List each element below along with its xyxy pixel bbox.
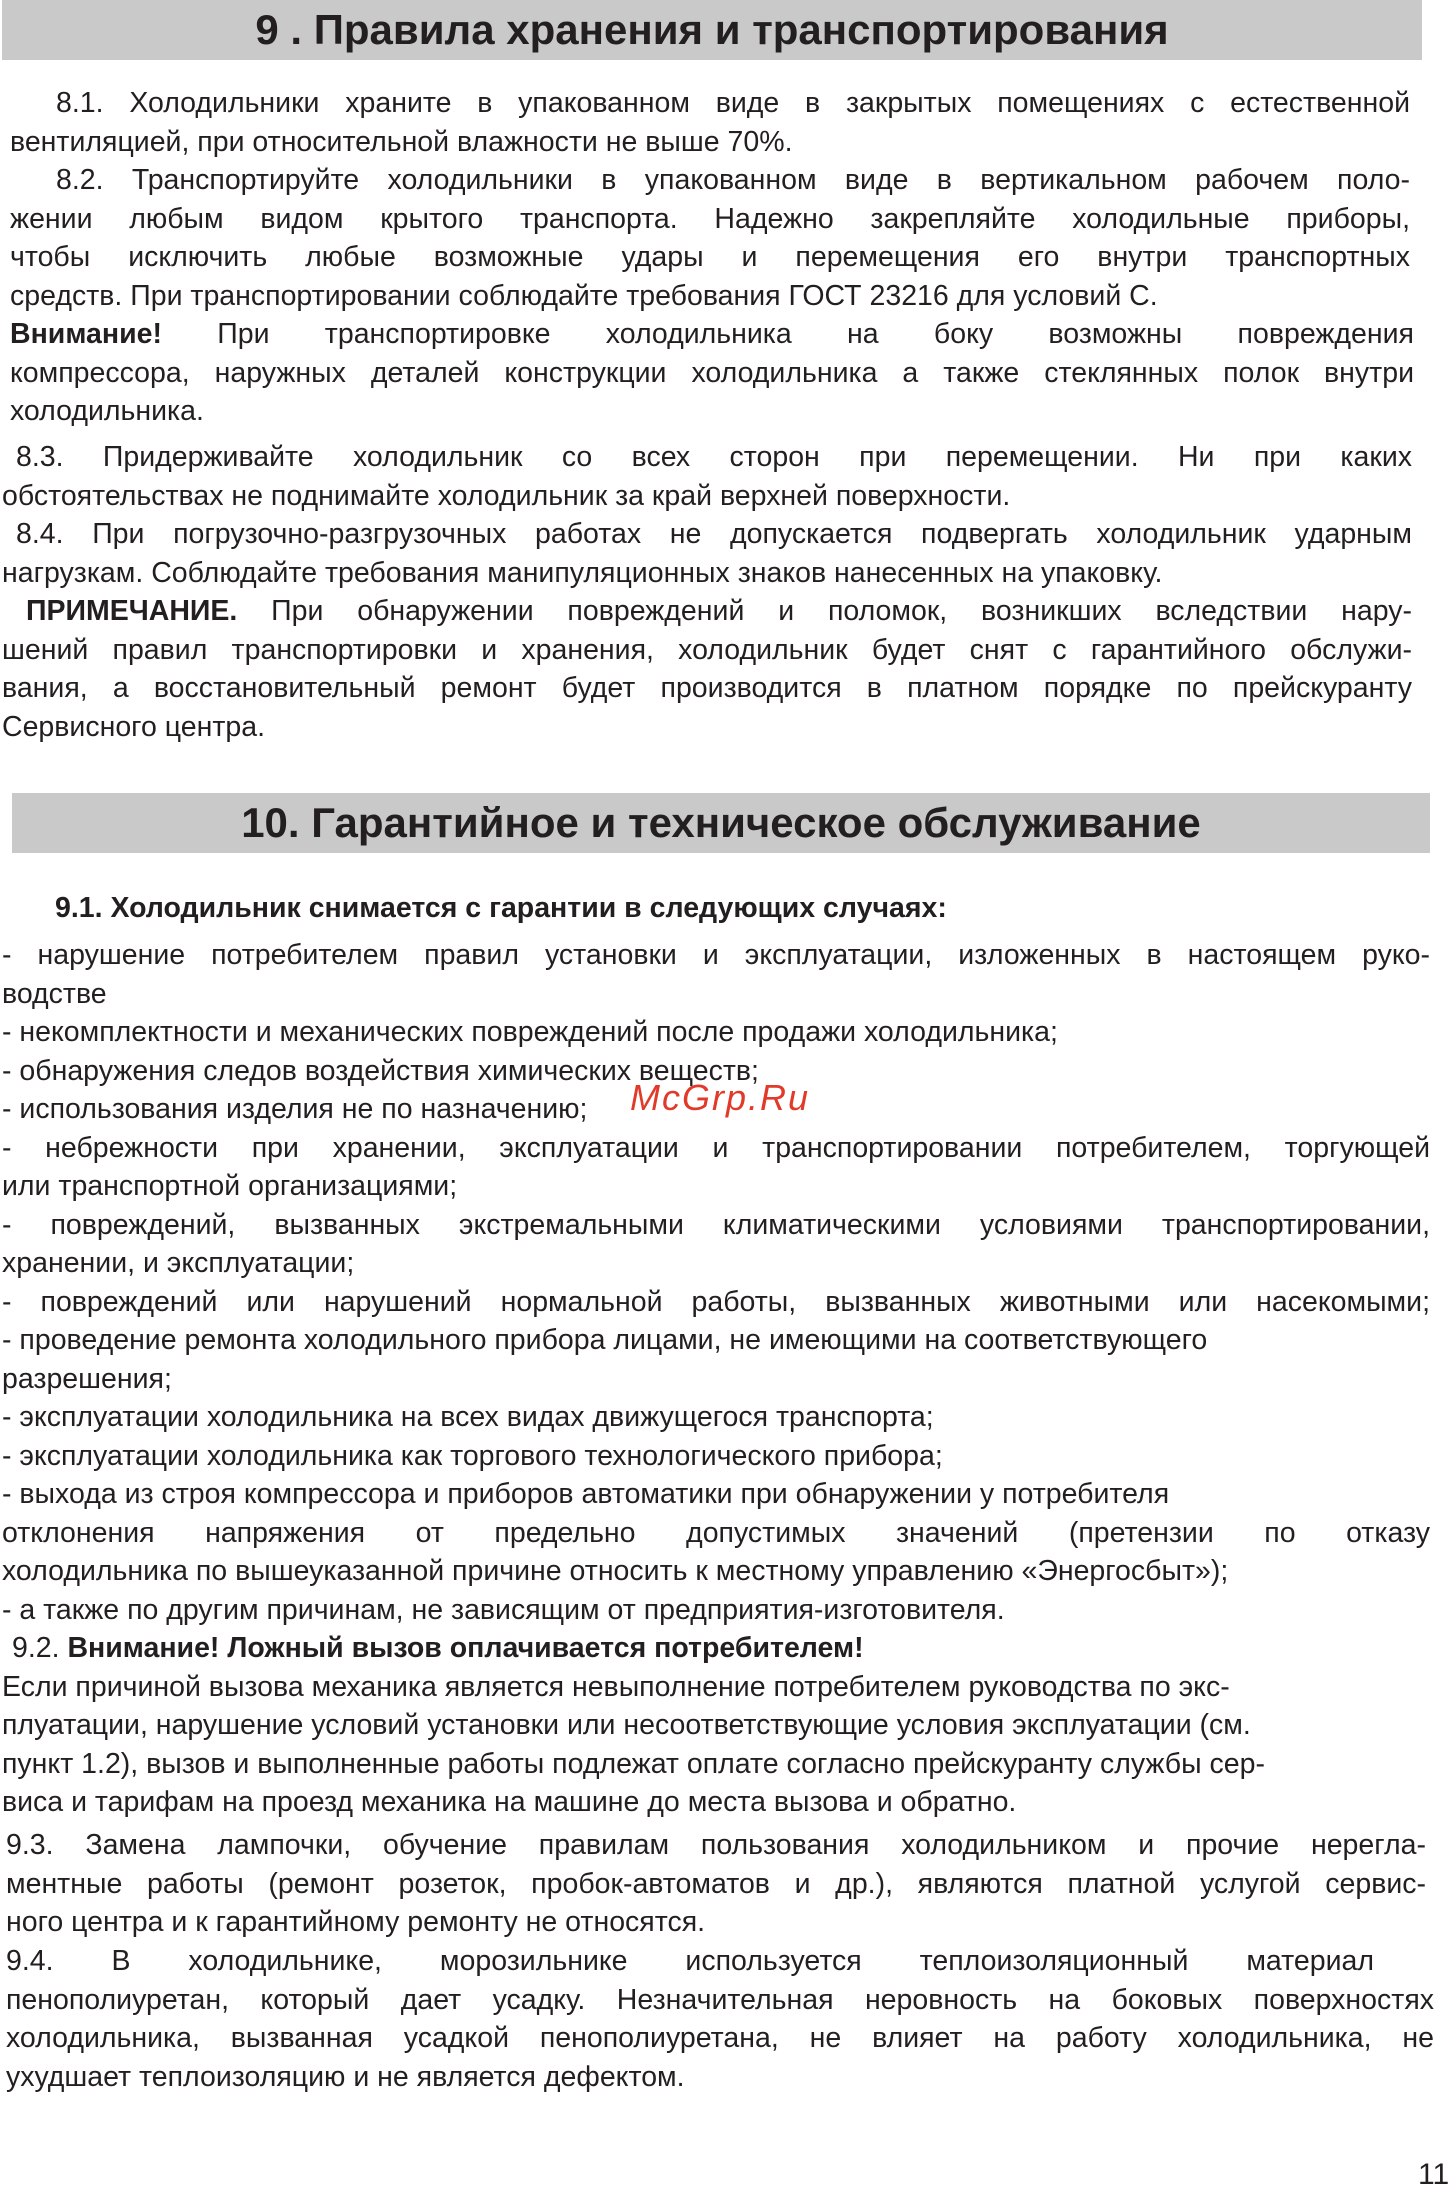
list-item: - небрежности при хранении, эксплуатации и транспортировании потребителем, торгующей [2, 1131, 1430, 1164]
list-item: - некомплектности и механических повреждений после продажи холодильника; [2, 1016, 1058, 1048]
section-10-heading [12, 793, 1430, 853]
attention-label: Внимание! [10, 318, 162, 350]
paragraph-line: ментные работы (ремонт розеток, пробок-автоматов и др.), являются платной услугой сервис- [6, 1867, 1426, 1900]
paragraph-line: вентиляцией, при относительной влажности не выше 70%. [10, 125, 793, 158]
warranty-exclusions-list [2, 936, 1430, 1629]
paragraph-line: 9.4. В холодильнике, морозильнике используется теплоизоляционный материал [6, 1945, 1374, 1977]
paragraph-line: 8.2. Транспортируйте холодильники в упакованном виде в вертикальном рабочем поло- [56, 164, 1410, 196]
list-item: - выхода из строя компрессора и приборов автоматики при обнаружении у потребителя [2, 1478, 1170, 1510]
attention-paragraph [10, 315, 1414, 431]
paragraph-line: холодильника. [10, 395, 204, 427]
page-number: 11 [1418, 2158, 1450, 2191]
paragraph-line: виса и тарифам на проезд механика на машине до места вызова и обратно. [2, 1786, 1017, 1818]
list-item: - эксплуатации холодильника на всех видах движущегося транспорта; [2, 1401, 934, 1433]
paragraph-line: Сервисного центра. [2, 710, 265, 743]
paragraph-9-1-title [55, 889, 1355, 928]
paragraph-line: 9.2. Внимание! Ложный вызов оплачивается потребителем! [12, 1632, 864, 1664]
list-item: хранении, и эксплуатации; [2, 1247, 355, 1279]
list-item: холодильника по вышеуказанной причине относить к местному управлению «Энергосбыт»); [2, 1555, 1229, 1587]
paragraph-line: чтобы исключить любые возможные удары и перемещения его внутри транспортных [10, 241, 1410, 273]
list-item: водстве [2, 977, 107, 1010]
paragraph-line: Внимание! При транспортировке холодильника на боку возможны повреждения [10, 318, 1414, 350]
paragraph-line: жении любым видом крытого транспорта. Надежно закрепляйте холодильные приборы, [10, 202, 1410, 235]
paragraph-line: плуатации, нарушение условий установки или несоответствующие условия эксплуатации (см. [2, 1709, 1251, 1741]
paragraph-8-4 [2, 515, 1412, 592]
paragraph-line: пункт 1.2), вызов и выполненные работы подлежат оплате согласно прейскуранту службы сер- [2, 1747, 1265, 1780]
list-item: разрешения; [2, 1362, 172, 1395]
paragraph-8-3 [2, 438, 1412, 515]
list-item: или транспортной организациями; [2, 1170, 458, 1202]
paragraph-line: ного центра и к гарантийному ремонту не относятся. [6, 1906, 706, 1938]
paragraph-line: пенополиуретан, который дает усадку. Незначительная неровность на боковых поверхностях [6, 1983, 1434, 2016]
list-item: - повреждений или нарушений нормальной работы, вызванных животными или насекомыми; [2, 1285, 1430, 1318]
list-item: - а также по другим причинам, не зависящим от предприятия-изготовителя. [2, 1593, 1005, 1626]
paragraph-line: нагрузкам. Соблюдайте требования манипуляционных знаков нанесенных на упаковку. [2, 556, 1163, 589]
list-item: - обнаружения следов воздействия химических веществ; [2, 1054, 759, 1087]
list-item: - нарушение потребителем правил установки и эксплуатации, изложенных в настоящем руко- [2, 939, 1430, 971]
note-label: ПРИМЕЧАНИЕ. [26, 595, 238, 627]
paragraph-line: 9.3. Замена лампочки, обучение правилам пользования холодильником и прочие нерегла- [6, 1829, 1426, 1861]
watermark: McGrp.Ru [630, 1077, 811, 1118]
paragraph-8-2 [10, 161, 1410, 315]
paragraph-line: ухудшает теплоизоляцию и не является дефектом. [6, 2060, 685, 2093]
paragraph-line: шений правил транспортировки и хранения, холодильник будет снят с гарантийного обслужи- [2, 633, 1412, 666]
paragraph-9-2 [2, 1629, 1422, 1822]
paragraph-9-4 [6, 1942, 1434, 2096]
paragraph-line: компрессора, наружных деталей конструкции холодильника а также стеклянных полок внутри [10, 356, 1414, 389]
paragraph-line: холодильника, вызванная усадкой пенополиуретана, не влияет на работу холодильника, не [6, 2022, 1434, 2054]
paragraph-line: обстоятельствах не поднимайте холодильник за край верхней поверхности. [2, 479, 1011, 512]
list-item: - повреждений, вызванных экстремальными климатическими условиями транспортировании, [2, 1208, 1430, 1241]
note-paragraph [2, 592, 1412, 746]
section-9-title: 9 . Правила хранения и транспортирования [255, 6, 1169, 53]
paragraph-9-3 [6, 1826, 1426, 1942]
warranty-exclusions-title: 9.1. Холодильник снимается с гарантии в следующих случаях: [55, 892, 947, 924]
paragraph-line: 8.1. Холодильники храните в упакованном виде в закрытых помещениях с естественной [56, 87, 1410, 119]
paragraph-line: 8.4. При погрузочно-разгрузочных работах не допускается подвергать холодильник ударным [16, 518, 1412, 550]
section-10-title: 10. Гарантийное и техническое обслуживание [241, 799, 1201, 846]
paragraph-line: средств. При транспортировании соблюдайте требования ГОСТ 23216 для условий С. [10, 279, 1158, 312]
list-item: - использования изделия не по назначению; [2, 1093, 588, 1125]
paragraph-line: Если причиной вызова механика является невыполнение потребителем руководства по экс- [2, 1670, 1230, 1703]
list-item: - проведение ремонта холодильного прибора лицами, не имеющими на соответствующего [2, 1324, 1208, 1356]
false-call-warning: Внимание! Ложный вызов оплачивается потребителем! [67, 1632, 864, 1664]
list-item: - эксплуатации холодильника как торгового технологического прибора; [2, 1439, 943, 1472]
list-item: отклонения напряжения от предельно допустимых значений (претензии по отказу [2, 1516, 1430, 1549]
paragraph-8-1 [10, 84, 1410, 161]
paragraph-line: 8.3. Придерживайте холодильник со всех сторон при перемещении. Ни при каких [16, 441, 1412, 473]
paragraph-line: вания, а восстановительный ремонт будет производится в платном порядке по прейскуранту [2, 672, 1412, 704]
paragraph-line: ПРИМЕЧАНИЕ. При обнаружении повреждений и поломок, возникших вследствии нару- [26, 595, 1412, 627]
section-9-heading [2, 0, 1422, 60]
